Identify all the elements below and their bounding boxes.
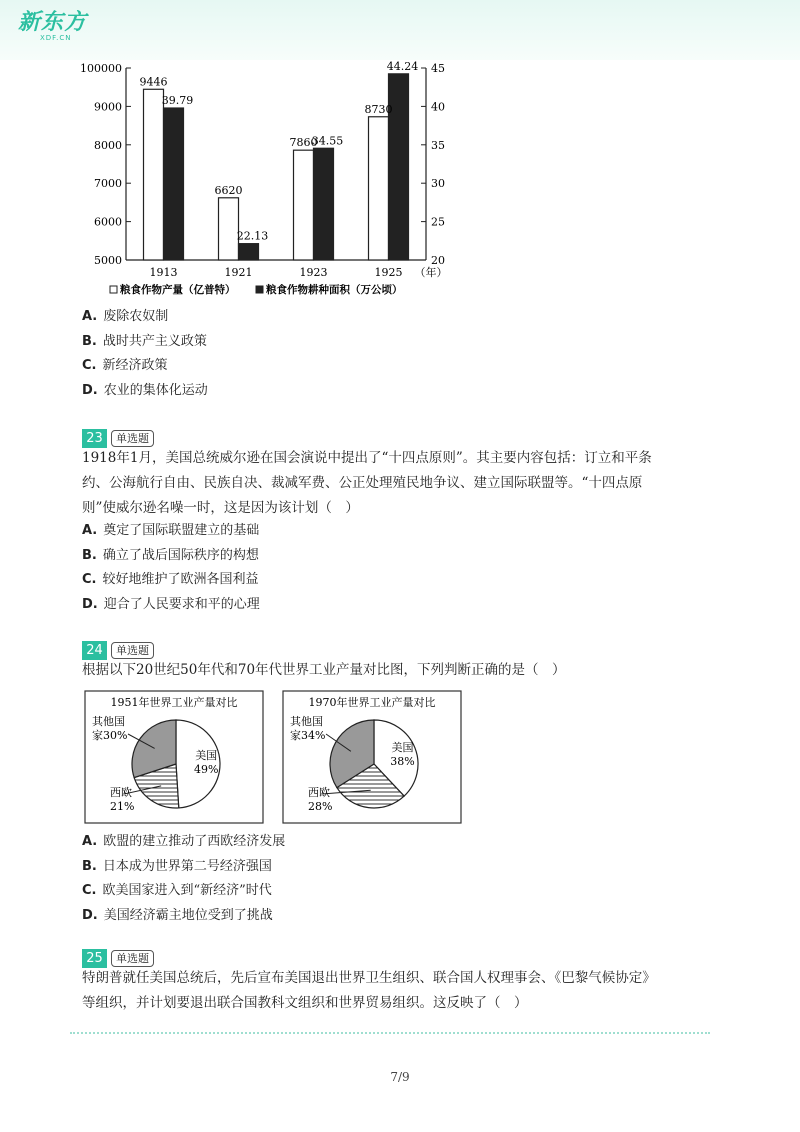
question-type-badge: 单选题: [111, 430, 154, 447]
option-text: 新经济政策: [102, 358, 168, 373]
bar-area: [314, 148, 334, 260]
divider: [70, 1032, 710, 1034]
logo-text: 新东方: [18, 10, 88, 35]
option-letter: A.: [82, 523, 98, 538]
y2-tick-label: 40: [431, 100, 445, 114]
legend-swatch-production: [110, 286, 117, 293]
option-text: 欧盟的建立推动了西欧经济发展: [103, 834, 286, 849]
stem-line: 根据以下20世纪50年代和70年代世界工业产量对比图，下列判断正确的是（ ）: [82, 662, 566, 678]
bar-area: [164, 108, 184, 260]
pie-label-value: 38%: [390, 755, 415, 769]
option-letter: C.: [82, 883, 97, 898]
x-tick-label: 1925: [374, 266, 403, 279]
question-number: 23: [82, 429, 107, 448]
legend-area: 粮食作物耕种面积（万公顷）: [266, 284, 403, 296]
pie-label-value: 28%: [308, 800, 333, 813]
data-label: 22.13: [236, 229, 269, 243]
data-label: 44.24: [386, 60, 419, 73]
y-tick-label: 5000: [94, 254, 122, 267]
data-label: 39.79: [161, 94, 194, 108]
option-text: 废除农奴制: [103, 309, 169, 324]
data-label: 7860: [289, 136, 318, 150]
y-tick-label: 100000: [80, 62, 122, 75]
pie-label-name: 西欧: [110, 786, 132, 799]
option-text: 日本成为世界第二号经济强国: [102, 858, 272, 874]
stem-line: 约、公海航行自由、民族自决、裁减军费、公正处理殖民地争议、建立国际联盟等。“十四点原: [82, 475, 643, 491]
y-tick-label: 8000: [94, 138, 122, 152]
option-b[interactable]: [82, 333, 207, 351]
bar-area: [389, 74, 409, 260]
option-d[interactable]: [82, 907, 273, 925]
x-tick-label: 1913: [149, 266, 178, 279]
page-header: [0, 0, 800, 60]
y2-tick-label: 30: [431, 177, 445, 191]
pie-label-name: 其他国: [290, 715, 323, 728]
option-text: 较好地维护了欧洲各国利益: [102, 572, 259, 587]
option-letter: A.: [82, 309, 98, 324]
bar-area: [239, 244, 259, 260]
option-b[interactable]: [82, 547, 259, 565]
bar-production: [369, 117, 389, 260]
option-letter: D.: [82, 907, 98, 923]
pie-label-name: 西欧: [308, 786, 330, 799]
question-24-stem: [82, 658, 710, 683]
option-text: 战时共产主义政策: [102, 333, 207, 349]
legend-swatch-area: [256, 286, 263, 293]
question-25-header: [82, 948, 154, 968]
option-letter: C.: [82, 572, 97, 587]
pie-label-value: 家34%: [290, 729, 326, 742]
stem-line: 1918年1月，美国总统威尔逊在国会演说中提出了“十四点原则”。其主要内容包括：订立和平条: [82, 450, 652, 466]
option-text: 奠定了国际联盟建立的基础: [103, 523, 260, 538]
option-a[interactable]: [82, 522, 259, 540]
question-25-stem: [82, 966, 710, 1016]
option-text: 迎合了人民要求和平的心理: [103, 596, 260, 612]
y2-tick-label: 45: [431, 62, 445, 75]
y-tick-label: 9000: [94, 100, 122, 114]
bar-production: [144, 89, 164, 260]
option-letter: A.: [82, 834, 98, 849]
y2-tick-label: 25: [431, 215, 445, 229]
x-tick-label: 1921: [224, 266, 253, 279]
pie-chart-1951: [84, 690, 264, 824]
y-tick-label: 7000: [94, 177, 122, 191]
xdf-logo: [18, 12, 87, 42]
option-text: 欧美国家进入到“新经济”时代: [102, 883, 272, 898]
pie-label-value: 49%: [193, 763, 219, 777]
question-24-header: [82, 640, 154, 660]
stem-line: 则”使威尔逊名噪一时，这是因为该计划（ ）: [82, 500, 359, 516]
question-type-badge: 单选题: [111, 950, 154, 967]
pie-label-name: 美国: [195, 749, 218, 763]
option-letter: B.: [82, 858, 97, 874]
data-label: 9446: [139, 75, 168, 89]
page-number: 7/9: [390, 1070, 410, 1084]
option-text: 确立了战后国际秩序的构想: [102, 547, 259, 563]
option-text: 美国经济霸主地位受到了挑战: [103, 907, 273, 923]
grain-bar-chart: [80, 60, 460, 302]
question-23-stem: [82, 446, 710, 521]
option-letter: B.: [82, 547, 97, 563]
option-c[interactable]: [82, 357, 168, 375]
stem-line: 等组织，并计划要退出联合国教科文组织和世界贸易组织。这反映了（ ）: [82, 995, 528, 1011]
question-23-header: [82, 428, 154, 448]
question-number: 25: [82, 949, 107, 968]
option-d[interactable]: [82, 382, 208, 400]
bar-production: [294, 150, 314, 260]
pie-chart-1970: [282, 690, 462, 824]
option-c[interactable]: [82, 571, 259, 589]
bar-production: [219, 198, 239, 260]
option-a[interactable]: [82, 308, 168, 326]
x-tick-label: 1923: [299, 266, 328, 279]
data-label: 8730: [364, 102, 393, 116]
data-label: 6620: [214, 183, 243, 197]
stem-line: 特朗普就任美国总统后，先后宣布美国退出世界卫生组织、联合国人权理事会、《巴黎气候协定》: [82, 970, 656, 986]
legend-production: 粮食作物产量（亿普特）: [120, 284, 236, 296]
logo-subtext: XDF.CN: [40, 34, 72, 42]
pie-label-name: 其他国: [92, 715, 125, 728]
y2-tick-label: 35: [431, 138, 445, 152]
question-type-badge: 单选题: [111, 642, 154, 659]
option-letter: D.: [82, 382, 98, 398]
question-number: 24: [82, 641, 107, 660]
pie-label-value: 21%: [110, 800, 135, 813]
x-unit-label: （年）: [414, 266, 448, 279]
data-label: 34.55: [311, 134, 344, 148]
pie-title: 1970年世界工业产量对比: [308, 696, 436, 709]
option-letter: D.: [82, 596, 98, 612]
pie-title: 1951年世界工业产量对比: [110, 696, 238, 709]
pie-label-value: 家30%: [92, 729, 128, 742]
option-text: 农业的集体化运动: [103, 382, 208, 398]
pie-label-name: 美国: [391, 741, 414, 755]
option-c[interactable]: [82, 882, 272, 900]
y-tick-label: 6000: [94, 215, 122, 229]
y2-tick-label: 20: [431, 254, 445, 267]
option-b[interactable]: [82, 858, 272, 876]
option-letter: C.: [82, 358, 97, 373]
option-d[interactable]: [82, 596, 260, 614]
option-letter: B.: [82, 333, 97, 349]
option-a[interactable]: [82, 833, 285, 851]
